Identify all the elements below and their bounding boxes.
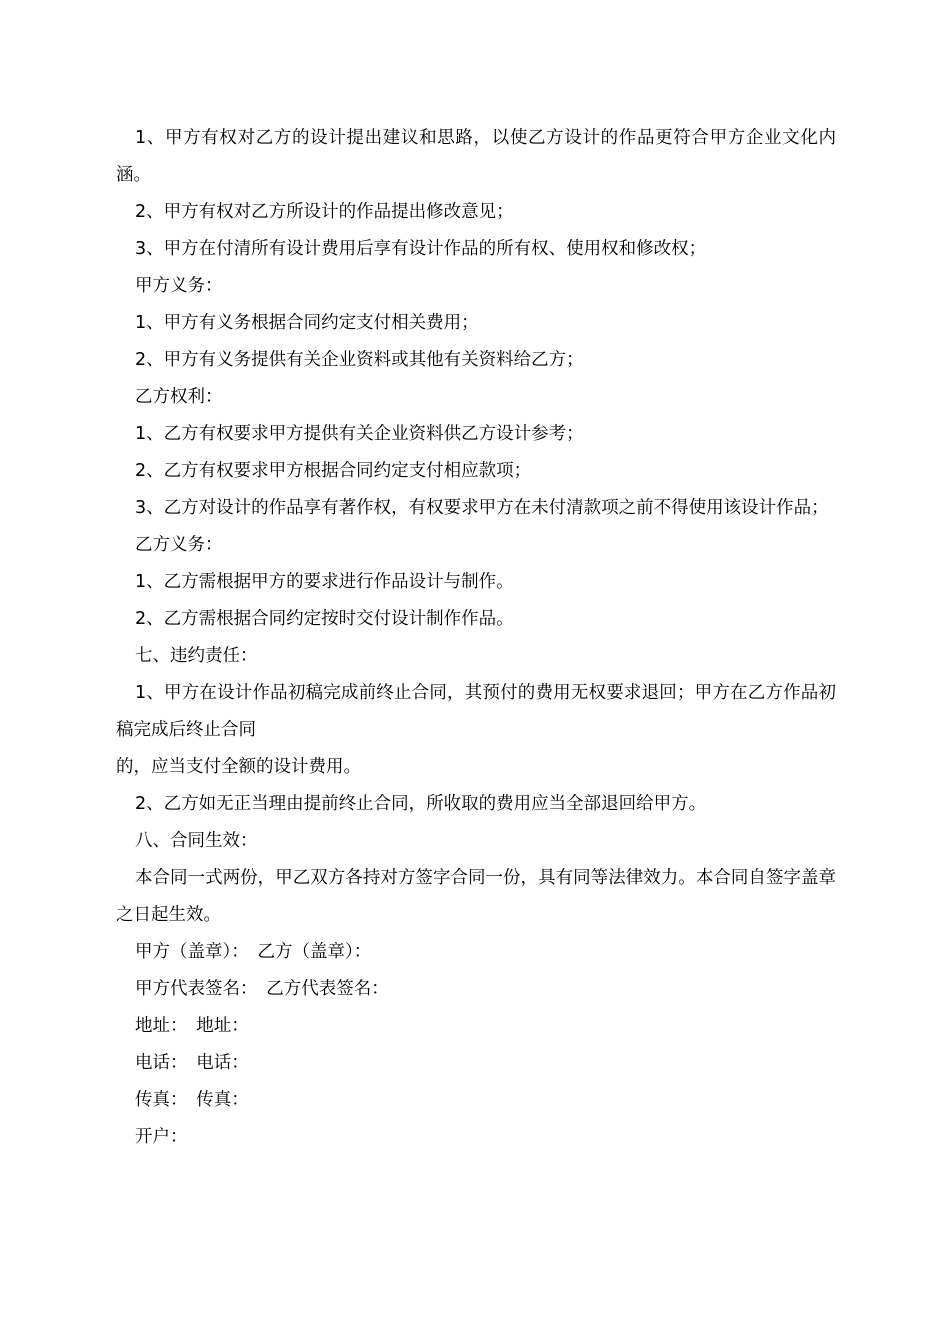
paragraph: 2、乙方如无正当理由提前终止合同，所收取的费用应当全部退回给甲方。 — [135, 794, 707, 814]
paragraph: 1、甲方在设计作品初稿完成前终止合同，其预付的费用无权要求退回；甲方在乙方作品初稿完成后终止合同 — [116, 683, 836, 740]
bank-account-line: 开户： — [135, 1127, 188, 1147]
paragraph: 1、乙方需根据甲方的要求进行作品设计与制作。 — [135, 572, 514, 592]
section-heading: 乙方权利： — [135, 387, 223, 407]
paragraph: 1、甲方有权对乙方的设计提出建议和思路，以使乙方设计的作品更符合甲方企业文化内涵。 — [116, 128, 836, 185]
paragraph: 2、乙方需根据合同约定按时交付设计制作作品。 — [135, 609, 514, 629]
paragraph: 本合同一式两份，甲乙双方各持对方签字合同一份，具有同等法律效力。本合同自签字盖章之日起生效。 — [116, 868, 836, 925]
paragraph: 3、甲方在付清所有设计费用后享有设计作品的所有权、使用权和修改权； — [135, 239, 707, 259]
paragraph: 2、乙方有权要求甲方根据合同约定支付相应款项； — [135, 461, 532, 481]
section-heading: 甲方义务： — [135, 276, 223, 296]
section-heading: 七、违约责任： — [135, 646, 258, 666]
section-heading: 八、合同生效： — [135, 831, 258, 851]
paragraph: 1、甲方有义务根据合同约定支付相关费用； — [135, 313, 479, 333]
paragraph: 2、甲方有权对乙方所设计的作品提出修改意见； — [135, 202, 514, 222]
document-body — [116, 120, 836, 1156]
signature-seal-line: 甲方（盖章）： 乙方（盖章）： — [135, 942, 372, 962]
signature-representative-line: 甲方代表签名： 乙方代表签名： — [135, 979, 389, 999]
fax-line: 传真： 传真： — [135, 1090, 249, 1110]
paragraph: 1、乙方有权要求甲方提供有关企业资料供乙方设计参考； — [135, 424, 584, 444]
address-line: 地址： 地址： — [135, 1016, 249, 1036]
paragraph: 的，应当支付全额的设计费用。 — [116, 757, 361, 777]
paragraph: 2、甲方有义务提供有关企业资料或其他有关资料给乙方； — [135, 350, 584, 370]
phone-line: 电话： 电话： — [135, 1053, 249, 1073]
section-heading: 乙方义务： — [135, 535, 223, 555]
paragraph: 3、乙方对设计的作品享有著作权，有权要求甲方在未付清款项之前不得使用该设计作品； — [135, 498, 829, 518]
